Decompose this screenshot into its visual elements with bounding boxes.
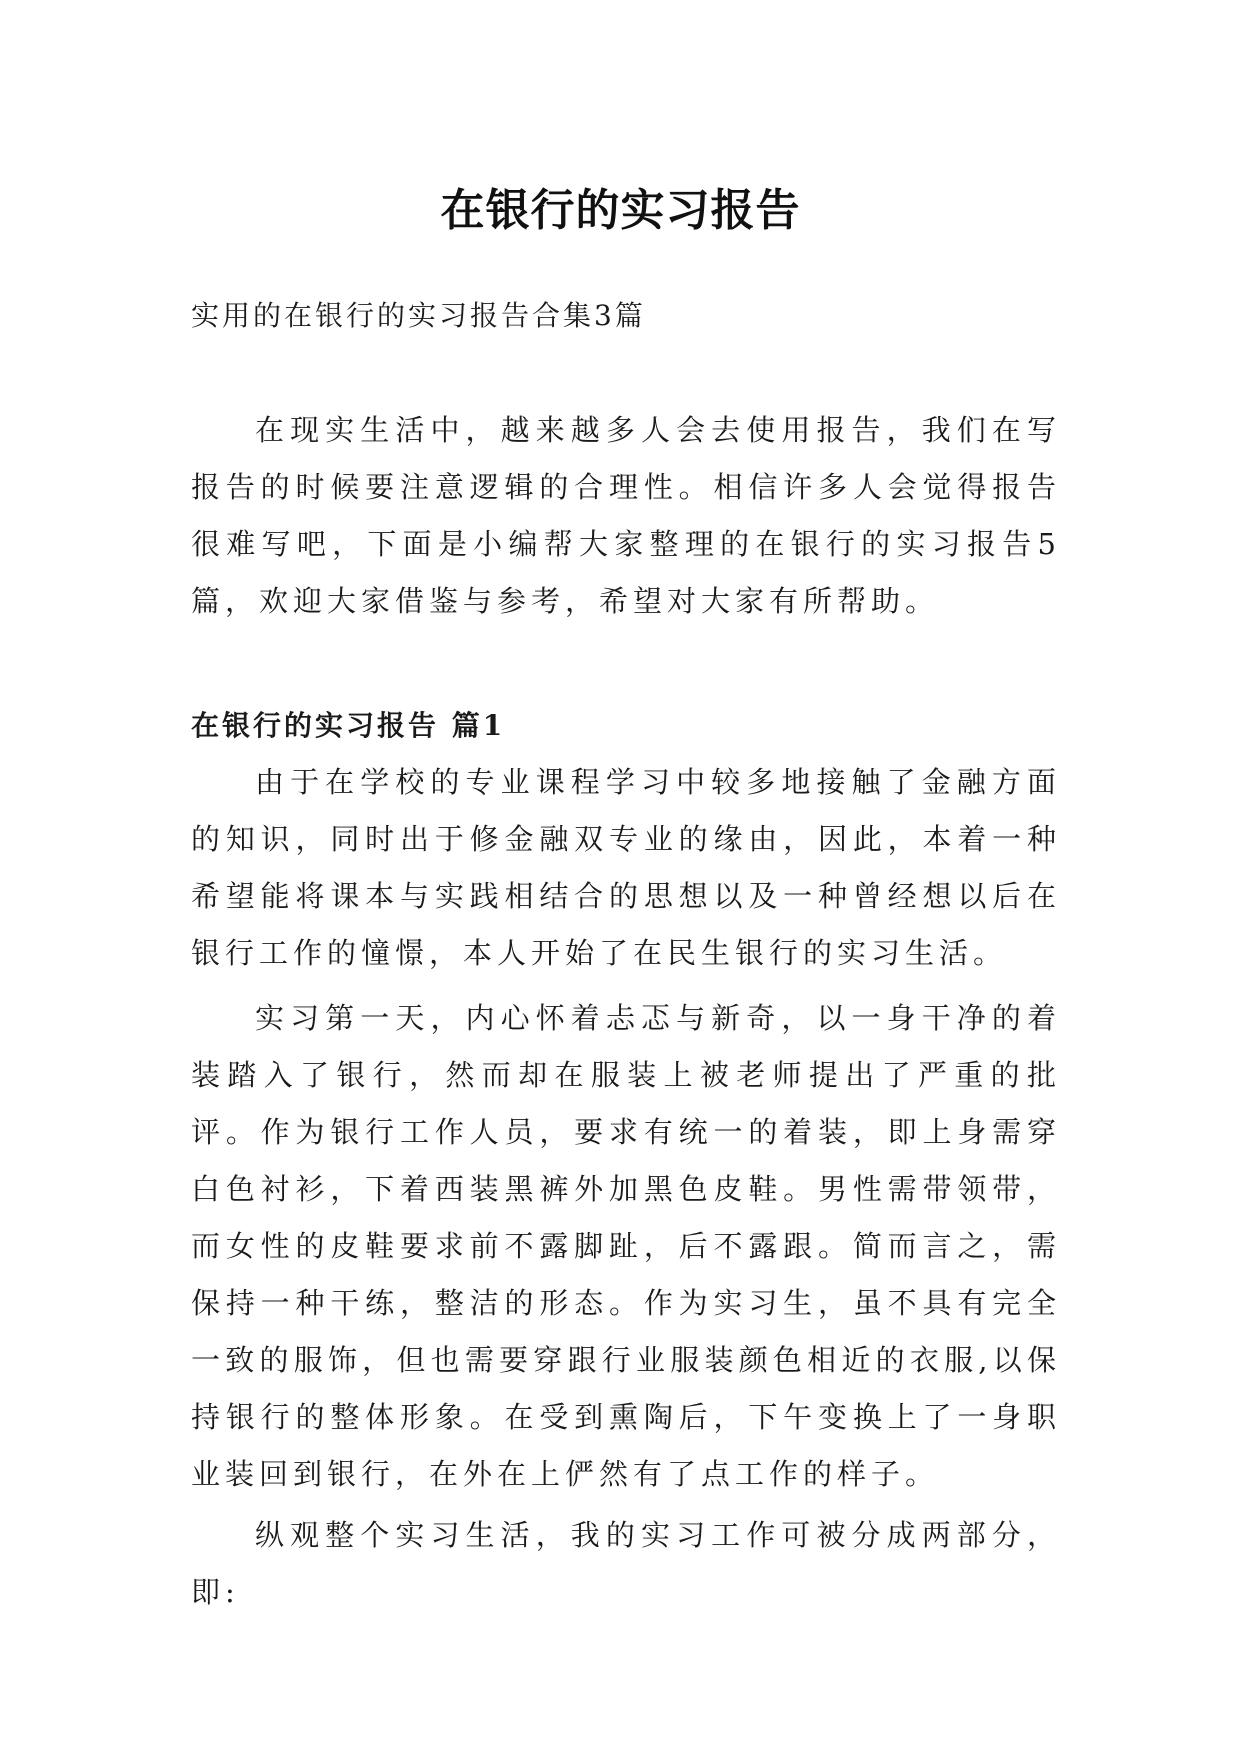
document-title: 在银行的实习报告 bbox=[440, 185, 801, 237]
document-subtitle: 实用的在银行的实习报告合集3篇 bbox=[191, 299, 646, 332]
body-paragraph-3: 纵观整个实习生活，我的实习工作可被分成两部分，即: bbox=[191, 1518, 1061, 1609]
section-heading: 在银行的实习报告 篇1 bbox=[191, 709, 506, 742]
body-paragraph-1: 由于在学校的专业课程学习中较多地接触了金融方面的知识，同时出于修金融双专业的缘由，因此，本着一种希望能将课本与实践相结合的思想以及一种曾经想以后在银行工作的憧憬，本人开始了在民生银行的实习生活。 bbox=[191, 765, 1061, 970]
body-paragraph-2: 实习第一天，内心怀着忐忑与新奇，以一身干净的着装踏入了银行，然而却在服装上被老师提出了严重的批评。作为银行工作人员，要求有统一的着装，即上身需穿白色衬衫，下着西装黑裤外加黑色皮鞋。男性需带领带，而女性的皮鞋要求前不露脚趾，后不露跟。简而言之，需保持一种干练，整洁的形态。作为实习生，虽不具有完全一致的服饰，但也需要穿跟行业服装颜色相近的衣服,以保持银行的整体形象。在受到熏陶后，下午变换上了一身职业装回到银行，在外在上俨然有了点工作的样子。 bbox=[191, 1001, 1061, 1491]
intro-paragraph: 在现实生活中，越来越多人会去使用报告，我们在写报告的时候要注意逻辑的合理性。相信许多人会觉得报告很难写吧，下面是小编帮大家整理的在银行的实习报告5篇，欢迎大家借鉴与参考，希望对大家有所帮助。 bbox=[191, 413, 1061, 618]
